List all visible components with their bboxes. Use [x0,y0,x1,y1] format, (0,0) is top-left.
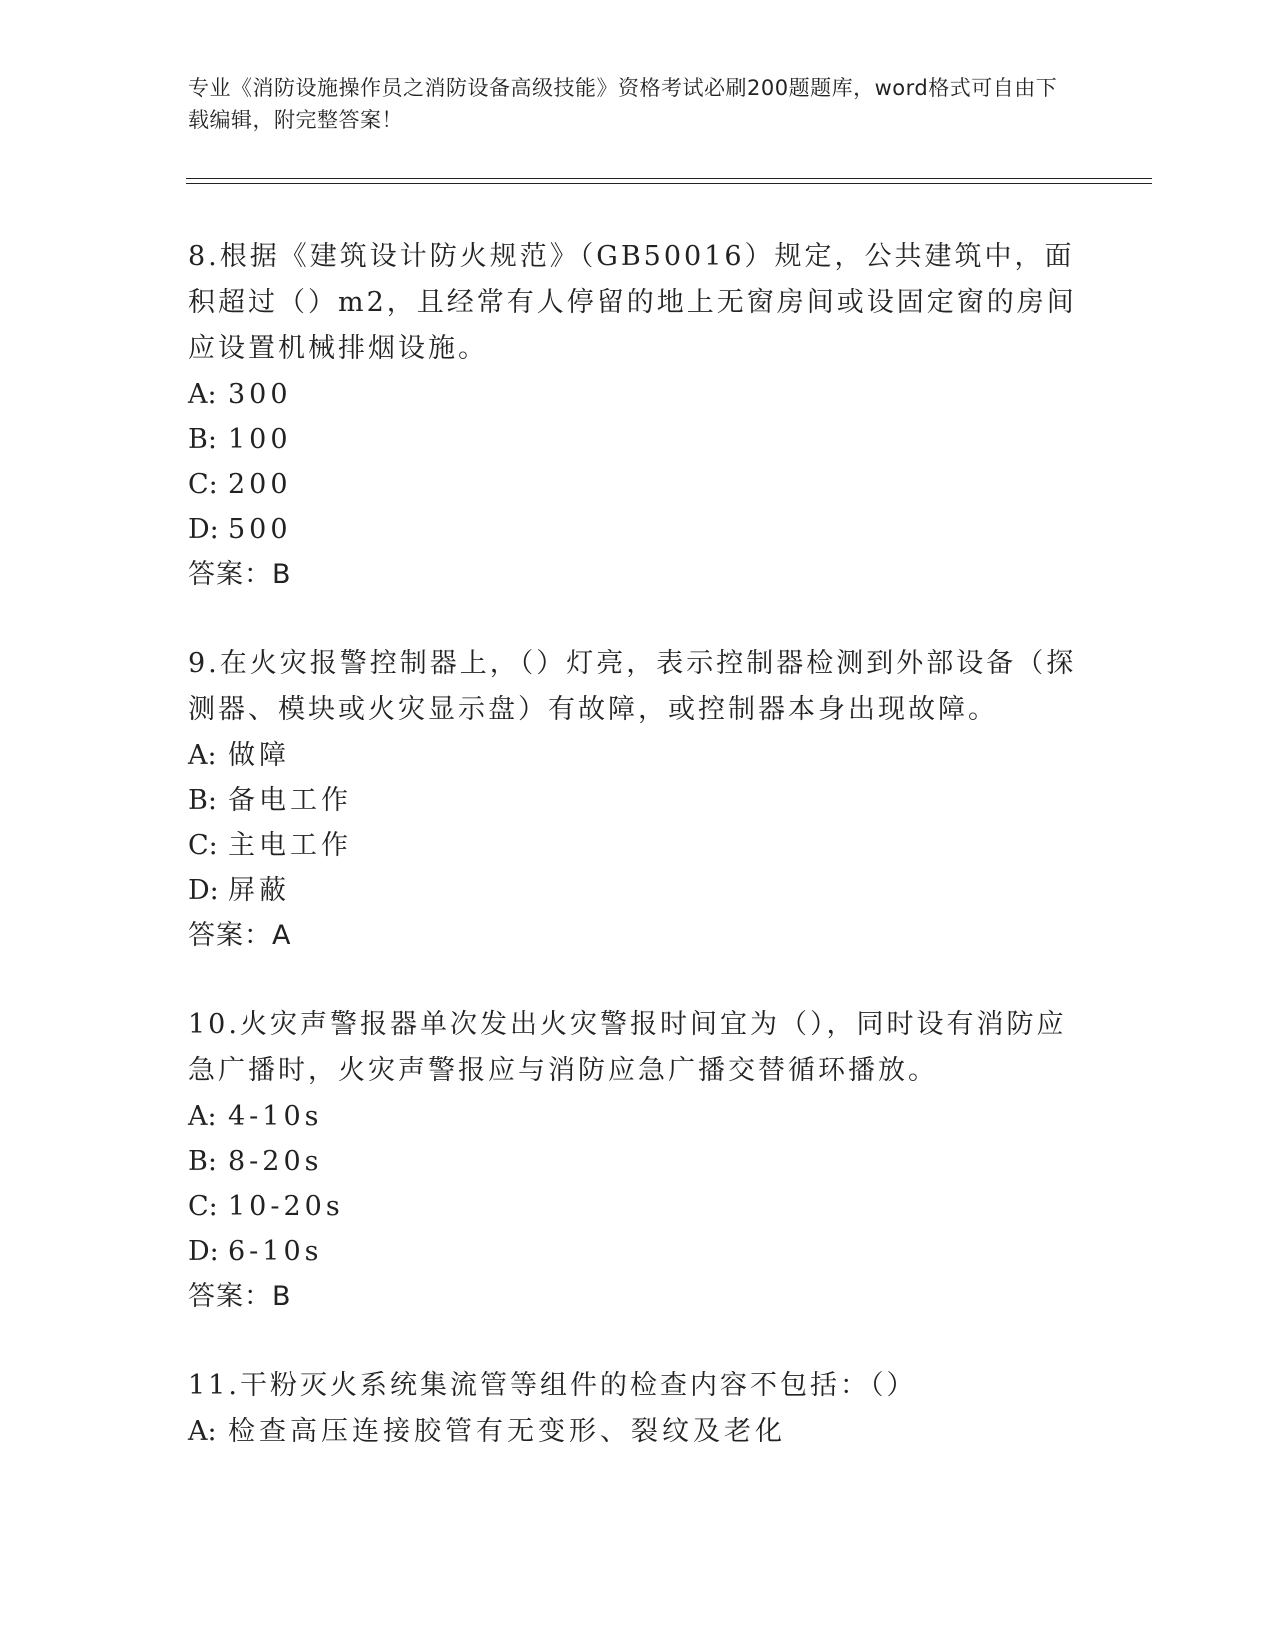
answer-line: 答案：A [188,920,292,951]
option-letter: C: [188,1191,218,1222]
option-a [188,1094,1088,1139]
option-c [188,462,1088,507]
option-text: 8-20s [228,1146,323,1177]
option-a [188,372,1088,417]
question-stem: 11.干粉灭火系统集流管等组件的检查内容不包括：（） [188,1370,917,1401]
option-letter: D: [188,514,219,545]
option-letter: B: [188,1146,217,1177]
option-text: 主电工作 [228,830,352,861]
option-text: 屏蔽 [228,875,290,906]
option-text: 500 [228,514,292,545]
option-letter: B: [188,785,217,816]
option-c [188,1184,1088,1229]
option-a [188,1409,1088,1454]
option-letter: D: [188,875,219,906]
option-d [188,507,1088,552]
option-b [188,778,1088,823]
option-letter: C: [188,469,218,500]
option-letter: C: [188,830,218,861]
answer-line: 答案：B [188,559,292,590]
option-a [188,733,1088,778]
header-divider-top [186,178,1152,179]
option-text: 做障 [228,740,290,771]
question-11 [188,1363,1088,1454]
option-letter: D: [188,1236,219,1267]
option-d [188,868,1088,913]
answer-line: 答案：B [188,1281,292,1312]
option-letter: A: [188,1101,217,1132]
option-text: 300 [228,379,292,410]
question-stem: 8.根据《建筑设计防火规范》（GB50016）规定，公共建筑中，面积超过（）m2，且经常有人停留的地上无窗房间或设固定窗的房间应设置机械排烟设施。 [188,241,1077,364]
question-8 [188,234,1088,597]
option-text: 100 [228,424,292,455]
option-letter: B: [188,424,217,455]
option-text: 10-20s [228,1191,344,1222]
option-letter: A: [188,379,217,410]
header-divider-bottom [186,183,1152,184]
question-stem: 10.火灾声警报器单次发出火灾警报时间宜为（），同时设有消防应急广播时，火灾声警报应与消防应急广播交替循环播放。 [188,1009,1067,1086]
option-letter: A: [188,1416,217,1447]
question-stem: 9.在火灾报警控制器上，（）灯亮，表示控制器检测到外部设备（探测器、模块或火灾显示盘）有故障，或控制器本身出现故障。 [188,648,1077,725]
option-text: 6-10s [228,1236,323,1267]
question-9 [188,641,1088,958]
option-text: 4-10s [228,1101,323,1132]
option-c [188,823,1088,868]
option-text: 备电工作 [228,785,352,816]
question-10 [188,1002,1088,1319]
option-text: 检查高压连接胶管有无变形、裂纹及老化 [228,1416,786,1447]
option-letter: A: [188,740,217,771]
option-d [188,1229,1088,1274]
option-text: 200 [228,469,292,500]
question-list [188,234,1088,1454]
option-b [188,1139,1088,1184]
option-b [188,417,1088,462]
document-header: 专业《消防设施操作员之消防设备高级技能》资格考试必刷200题题库，word格式可自由下载编辑，附完整答案！ [188,76,1058,132]
